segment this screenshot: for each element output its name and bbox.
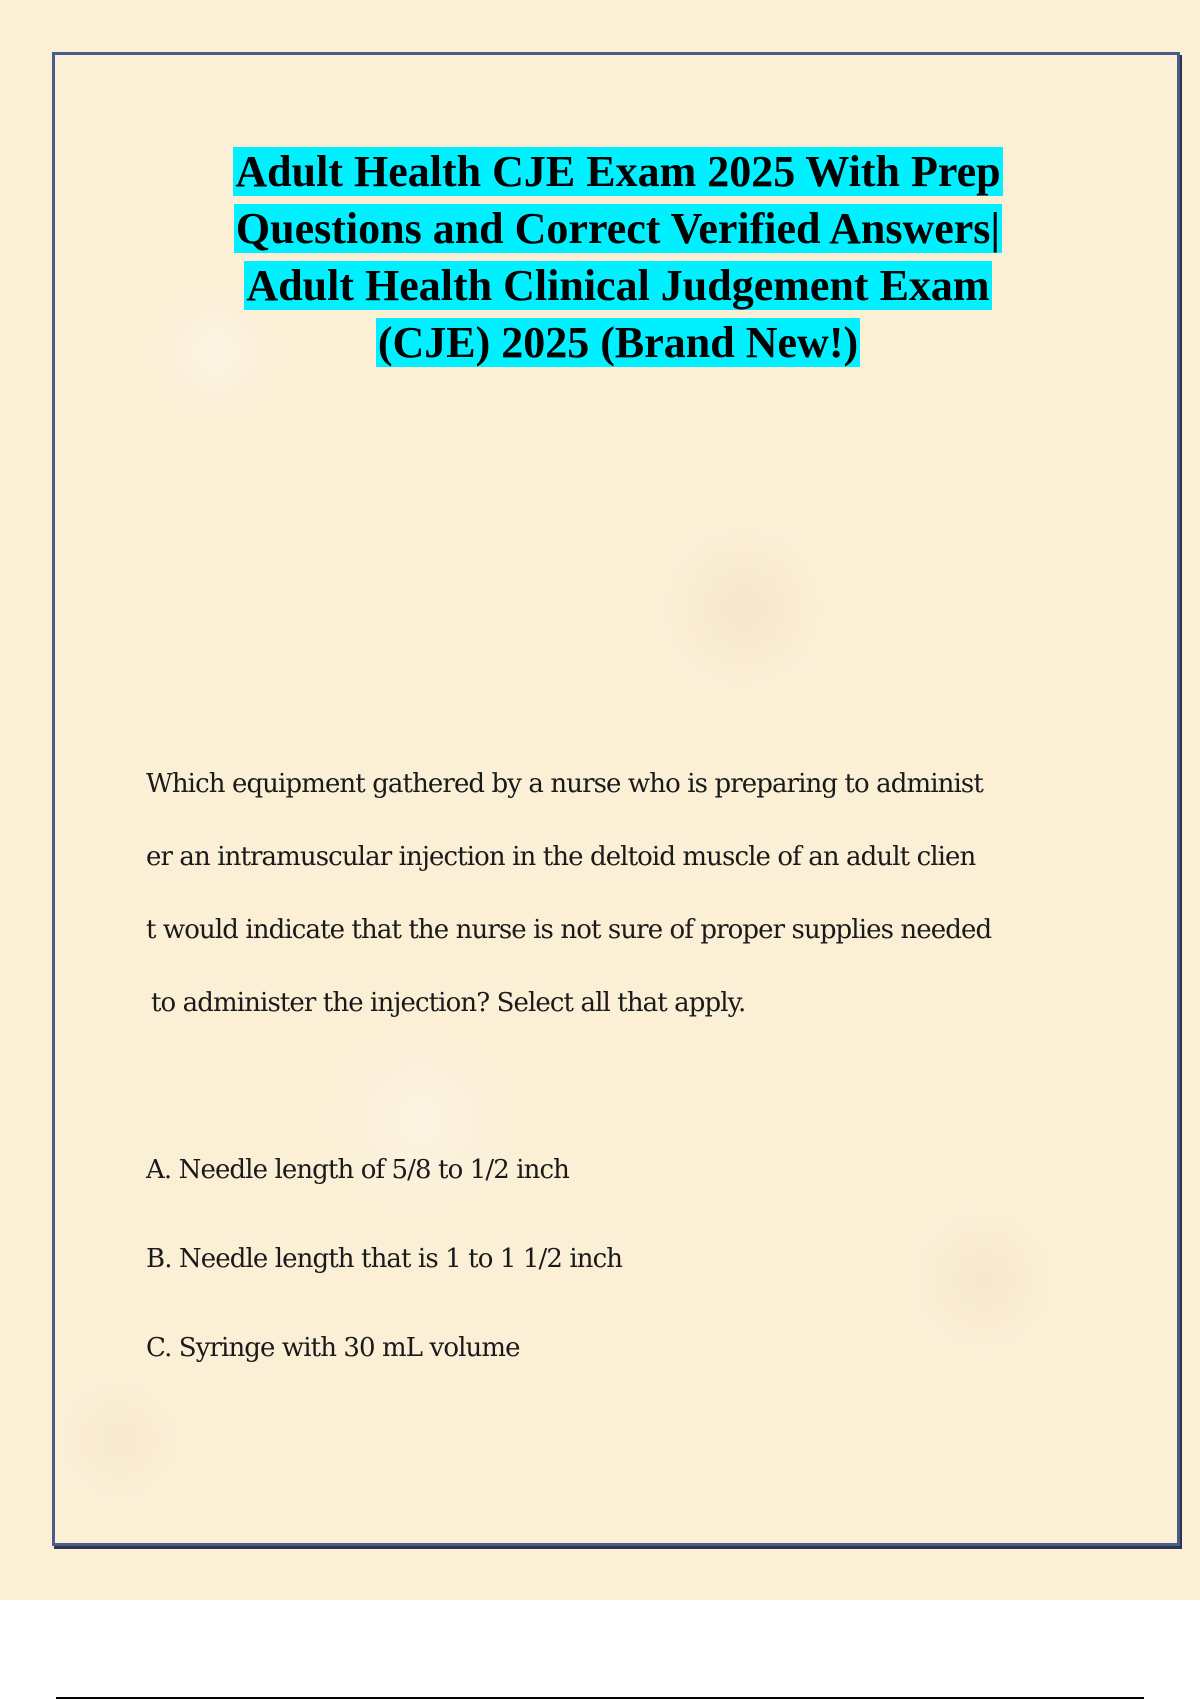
title-line-4: (CJE) 2025 (Brand New!) (377, 318, 859, 367)
question-text (146, 748, 1106, 1040)
footer-divider (56, 1697, 1144, 1699)
answer-option-b: B. Needle length that is 1 to 1 1/2 inch (146, 1244, 623, 1274)
document-title (120, 143, 1116, 371)
question-line-2: er an intramuscular injection in the deltoid muscle of an adult clien (146, 842, 976, 872)
question-line-4: to administer the injection? Select all that apply. (151, 988, 746, 1018)
title-line-2: Questions and Correct Verified Answers| (235, 204, 1001, 253)
question-line-1: Which equipment gathered by a nurse who is preparing to administ (146, 769, 983, 799)
title-line-3: Adult Health Clinical Judgement Exam (246, 261, 990, 310)
answer-option-a: A. Needle length of 5/8 to 1/2 inch (146, 1155, 569, 1185)
answer-option-c: C. Syringe with 30 mL volume (146, 1333, 520, 1363)
question-line-3: t would indicate that the nurse is not sure of proper supplies needed (146, 915, 992, 945)
title-line-1: Adult Health CJE Exam 2025 With Prep (235, 147, 1001, 196)
